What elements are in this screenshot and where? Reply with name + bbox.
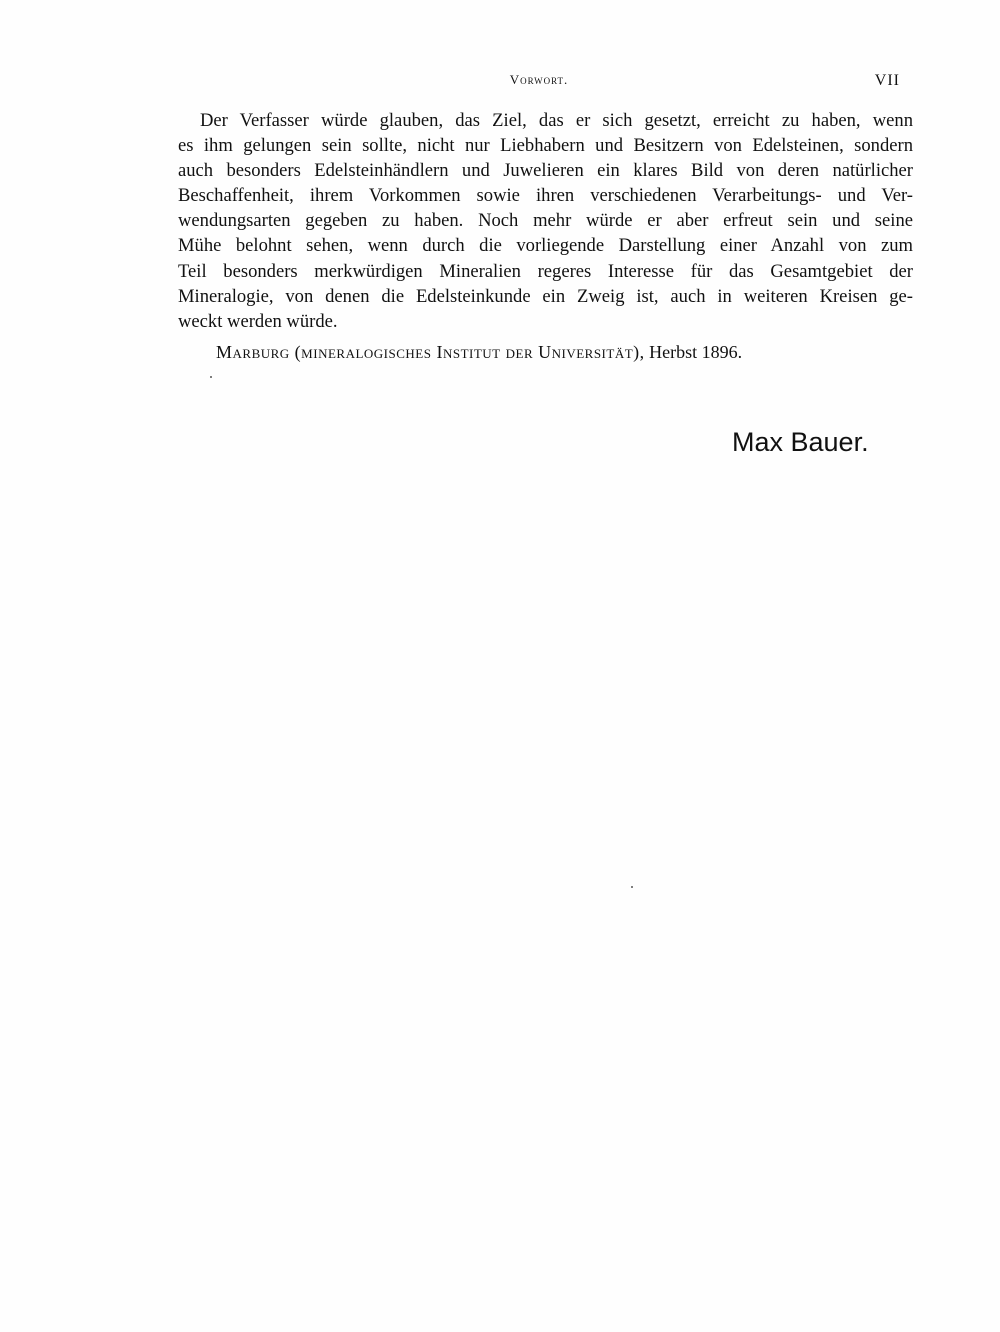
running-header bbox=[178, 72, 900, 94]
page-number: VII bbox=[874, 72, 900, 89]
place-and-date bbox=[216, 342, 742, 363]
paragraph-line: auch besonders Edelsteinhändlern und Juwelieren ein klares Bild von deren natürlicher bbox=[178, 160, 913, 182]
scan-speck bbox=[210, 376, 212, 378]
paragraph-line: Mineralogie, von denen die Edelsteinkunde ein Zweig ist, auch in weiteren Kreisen ge- bbox=[178, 285, 913, 307]
paragraph-line: Mühe belohnt sehen, wenn durch die vorliegende Darstellung einer Anzahl von zum bbox=[178, 235, 913, 257]
paragraph-line: es ihm gelungen sein sollte, nicht nur Liebhabern und Besitzern von Edelsteinen, sondern bbox=[178, 135, 913, 157]
scan-speck bbox=[631, 886, 633, 888]
header-title: Vorwort. bbox=[509, 72, 569, 87]
preface-paragraph bbox=[178, 108, 913, 334]
paragraph-line: wendungsarten gegeben zu haben. Noch mehr würde er aber erfreut sein und seine bbox=[178, 210, 913, 232]
author-signature: Max Bauer. bbox=[732, 427, 869, 457]
paragraph-line: Der Verfasser würde glauben, das Ziel, das er sich gesetzt, erreicht zu haben, wenn bbox=[200, 110, 913, 131]
paragraph-line: weckt werden würde. bbox=[178, 310, 338, 332]
signoff-date: Herbst 1896. bbox=[649, 342, 743, 362]
paragraph-line: Teil besonders merkwürdigen Mineralien regeres Interesse für das Gesamtgebiet der bbox=[178, 260, 913, 282]
signoff-place: Marburg (mineralogisches Institut der Universität), bbox=[216, 342, 645, 362]
paragraph-line: Beschaffenheit, ihrem Vorkommen sowie ihren verschiedenen Verarbeitungs- und Ver- bbox=[178, 185, 913, 207]
